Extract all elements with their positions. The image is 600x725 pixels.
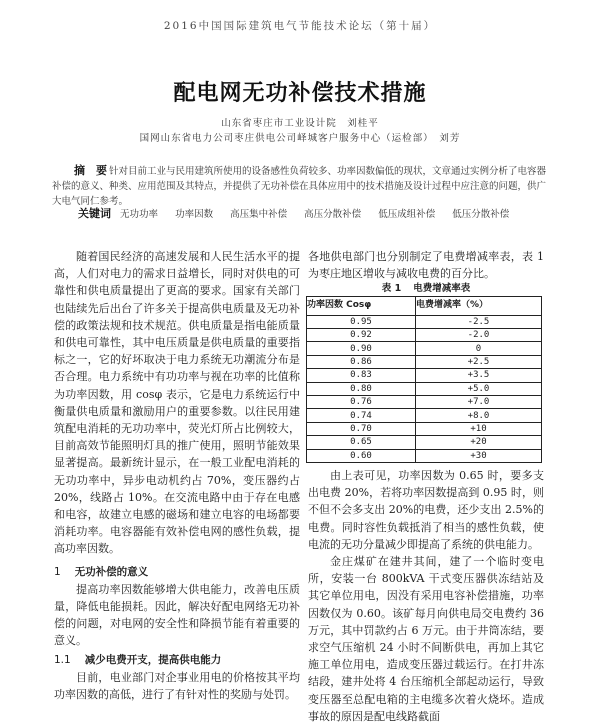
abstract	[52, 163, 552, 209]
keyword: 高压分散补偿	[304, 209, 362, 220]
running-head: 2016中国国际建筑电气节能技术论坛（第十届）	[163, 20, 437, 32]
case-example-paragraph: 金庄煤矿在建井其间，建了一个临时变电所，安装一台 800kVA 干式变压器供冻结站及其它单位用电，因没有采用电容补偿措施，功率因数仅为 0.60。该矿每月向供电局交电费约 36 万元，其中罚款约占 6 万元。由于井筒冻结，要求空气压缩机 24 小时不间断供电，再加上其它施工单位用电，造成变压器过载运行。在打井冻结段，建井处将 4 台压缩机全部起动运行，导致变压器至总配电箱的主电缆多次着火烧坏。造成事故的原因是配电线路截面	[308, 554, 544, 723]
power-factor-cell: 0.70	[307, 422, 416, 435]
keyword: 无功功率	[120, 209, 159, 220]
table-title: 电费增减率表	[413, 283, 471, 295]
tariff-adjustment-table	[306, 296, 542, 463]
power-factor-cell: 0.83	[307, 369, 416, 382]
table-row	[307, 369, 542, 382]
table-row	[307, 409, 542, 422]
table-row	[307, 355, 542, 368]
section-title: 无功补偿的意义	[74, 565, 149, 578]
table-row	[307, 422, 542, 435]
keyword: 低压成组补偿	[378, 209, 436, 220]
abstract-label: 摘 要	[74, 164, 107, 177]
power-factor-cell: 0.95	[307, 315, 416, 328]
power-factor-cell: 0.86	[307, 355, 416, 368]
continued-paragraph: 各地供电部门也分别制定了电费增减率表，表 1 为枣庄地区增收与减收电费的百分比。	[308, 250, 544, 281]
table-row	[307, 449, 542, 462]
keyword: 高压集中补偿	[230, 209, 288, 220]
table-row	[307, 436, 542, 449]
rate-change-cell: +30	[416, 449, 542, 462]
header-power-factor: 功率因数 Cosφ	[307, 297, 416, 315]
header-rate-change: 电费增减率（%）	[416, 297, 542, 315]
section-1-paragraph: 提高功率因数能够增大供电能力，改善电压质量，降低电能损耗。因此，解决好配电网络无功补偿的问题，对电网的安全性和降损节能有着重要的意义。	[54, 582, 300, 648]
table-number: 表 1	[381, 283, 402, 295]
section-number: 1	[54, 565, 61, 578]
table-row	[307, 395, 542, 408]
section-1-1-paragraph: 目前，电业部门对企事业用电的价格按其平均功率因数的高低，进行了有针对性的奖励与处罚。	[54, 670, 300, 702]
table-header-row	[307, 297, 542, 315]
rate-change-cell: +10	[416, 422, 542, 435]
power-factor-cell: 0.90	[307, 342, 416, 355]
table-row	[307, 329, 542, 342]
power-factor-cell: 0.80	[307, 382, 416, 395]
rate-change-cell: +7.0	[416, 395, 542, 408]
author-affiliation-2: 国网山东省电力公司枣庄供电公司峄城客户服务中心（运检部） 刘芳	[139, 133, 461, 144]
rate-change-cell: 0	[416, 342, 542, 355]
power-factor-cell: 0.74	[307, 409, 416, 422]
intro-paragraph: 随着国民经济的高速发展和人民生活水平的提高，人们对电力的需求日益增长，同时对供电的可靠性和供电质量提出了更高的要求。国家有关部门也陆续先后出台了许多关于提高供电质量及无功补偿的政策法规和技术规范。供电质量是指电能质量和供电可靠性，其中电压质量是供电质量的重要指标之一，它的好坏取决于电力系统无功潮流分布是否合理。电力系统中有功功率与视在功率的比值称为功率因数，用 cosφ 表示，它是电力系统运行中衡量供电质量和激励用户的重要参数。以往民用建筑配电消耗的无功功率中，荧光灯所占比例较大，目前高效节能照明灯具的推广使用，照明节能效果显著提高。最新统计显示，在一般工业配电消耗的无功功率中，异步电动机约占 70%，变压器约占 20%，线路占 10%。在交流电路中由于存在电感和电容，故建立电感的磁场和建立电容的电场都要消耗功率。电容器能有效补偿电网的感性负载，提高功率因数。	[54, 250, 300, 556]
keywords-label: 关键词	[78, 207, 111, 220]
left-column	[54, 248, 300, 703]
section-heading-1-1	[54, 652, 300, 669]
table-discussion-paragraph: 由上表可见，功率因数为 0.65 时，要多支出电费 20%，若将功率因数提高到 0.95 时，则不但不会多支出 20%的电费，还少支出 2.5%的电费。同时容性负载抵消了相当的感性负载，使电流的无功分量减少即提高了系统的供电能力。	[308, 468, 544, 551]
power-factor-cell: 0.65	[307, 436, 416, 449]
paper-title: 配电网无功补偿技术措施	[173, 81, 427, 106]
rate-change-cell: +3.5	[416, 369, 542, 382]
table-caption	[308, 282, 544, 296]
table-row	[307, 382, 542, 395]
section-heading-1	[54, 564, 300, 581]
table-row	[307, 342, 542, 355]
rate-change-cell: +20	[416, 436, 542, 449]
rate-change-cell: -2.5	[416, 315, 542, 328]
power-factor-cell: 0.76	[307, 395, 416, 408]
table-row	[307, 315, 542, 328]
author-affiliation-1: 山东省枣庄市工业设计院 刘桂平	[221, 118, 379, 129]
power-factor-cell: 0.60	[307, 449, 416, 462]
rate-change-cell: -2.0	[416, 329, 542, 342]
rate-change-cell: +8.0	[416, 409, 542, 422]
abstract-text: 针对目前工业与民用建筑所使用的设备感性负荷较多、功率因数偏低的现状，文章通过实例分析了电容器补偿的意义、种类、应用范围及其特点，并提供了无功补偿在具体应用中的技术措施及设计过程中应注意的问题，供广大电气同仁参考。	[52, 166, 547, 207]
keyword: 功率因数	[175, 209, 214, 220]
power-factor-cell: 0.92	[307, 329, 416, 342]
keywords	[78, 205, 558, 221]
rate-change-cell: +2.5	[416, 355, 542, 368]
keyword: 低压分散补偿	[452, 209, 510, 220]
section-title: 减少电费开支，提高供电能力	[84, 653, 222, 666]
section-number: 1.1	[54, 653, 71, 666]
rate-change-cell: +5.0	[416, 382, 542, 395]
right-column	[308, 248, 544, 725]
